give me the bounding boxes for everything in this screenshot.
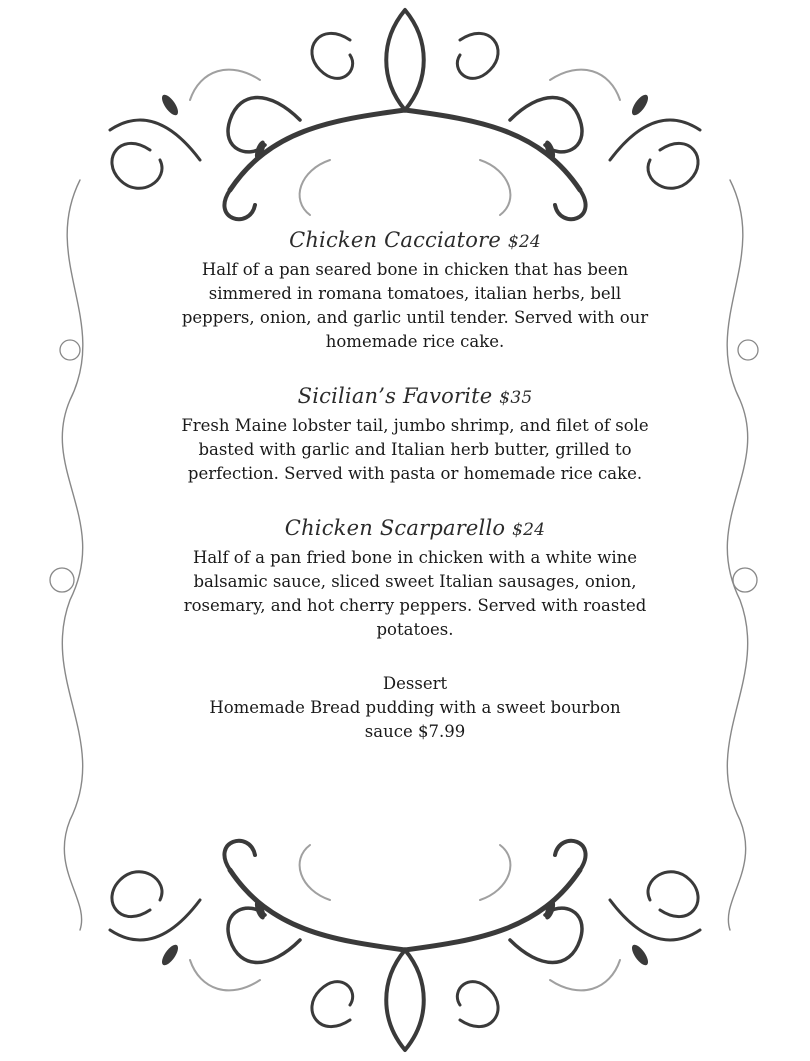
item-title [180,516,650,540]
bottom-ornament [110,841,700,1050]
dessert-section [180,672,650,744]
frame-left-line [62,180,83,930]
menu-item [180,384,650,486]
item-price: $35 [499,388,533,408]
item-title [180,384,650,408]
frame-right-curl-1 [738,340,758,360]
item-price: $24 [507,232,541,252]
bottom-ornament-light [190,845,620,990]
menu-content [180,228,650,744]
dessert-heading: Dessert [382,674,448,693]
item-description: Half of a pan seared bone in chicken that has been simmered in romana tomatoes, italian herbs, bell peppers, onion, and garlic until tender. Served with our homemade rice cake. [181,260,649,351]
dessert-line-1: Homemade Bread pudding with a sweet bourbon [209,698,621,717]
item-description: Fresh Maine lobster tail, jumbo shrimp, and filet of sole basted with garlic and Italian herb butter, grilled to perfection. Served with pasta or homemade rice cake. [181,416,649,483]
item-name: Sicilian’s Favorite [297,384,493,408]
item-title [180,228,650,252]
top-ornament-light [190,70,620,215]
frame-left-curl-1 [60,340,80,360]
frame-left-curl-2 [50,568,74,592]
frame-right-line [727,180,748,930]
dessert-line-2: sauce $7.99 [364,722,466,741]
frame-right-curl-2 [733,568,757,592]
top-ornament [110,10,700,219]
item-description: Half of a pan fried bone in chicken with a white wine balsamic sauce, sliced sweet Italian sausages, onion, rosemary, and hot cherry peppers. Served with roasted potatoes. [183,548,647,639]
menu-item [180,228,650,354]
menu-item [180,516,650,642]
item-name: Chicken Scarparello [284,516,506,540]
item-name: Chicken Cacciatore [289,228,501,252]
item-price: $24 [512,520,546,540]
